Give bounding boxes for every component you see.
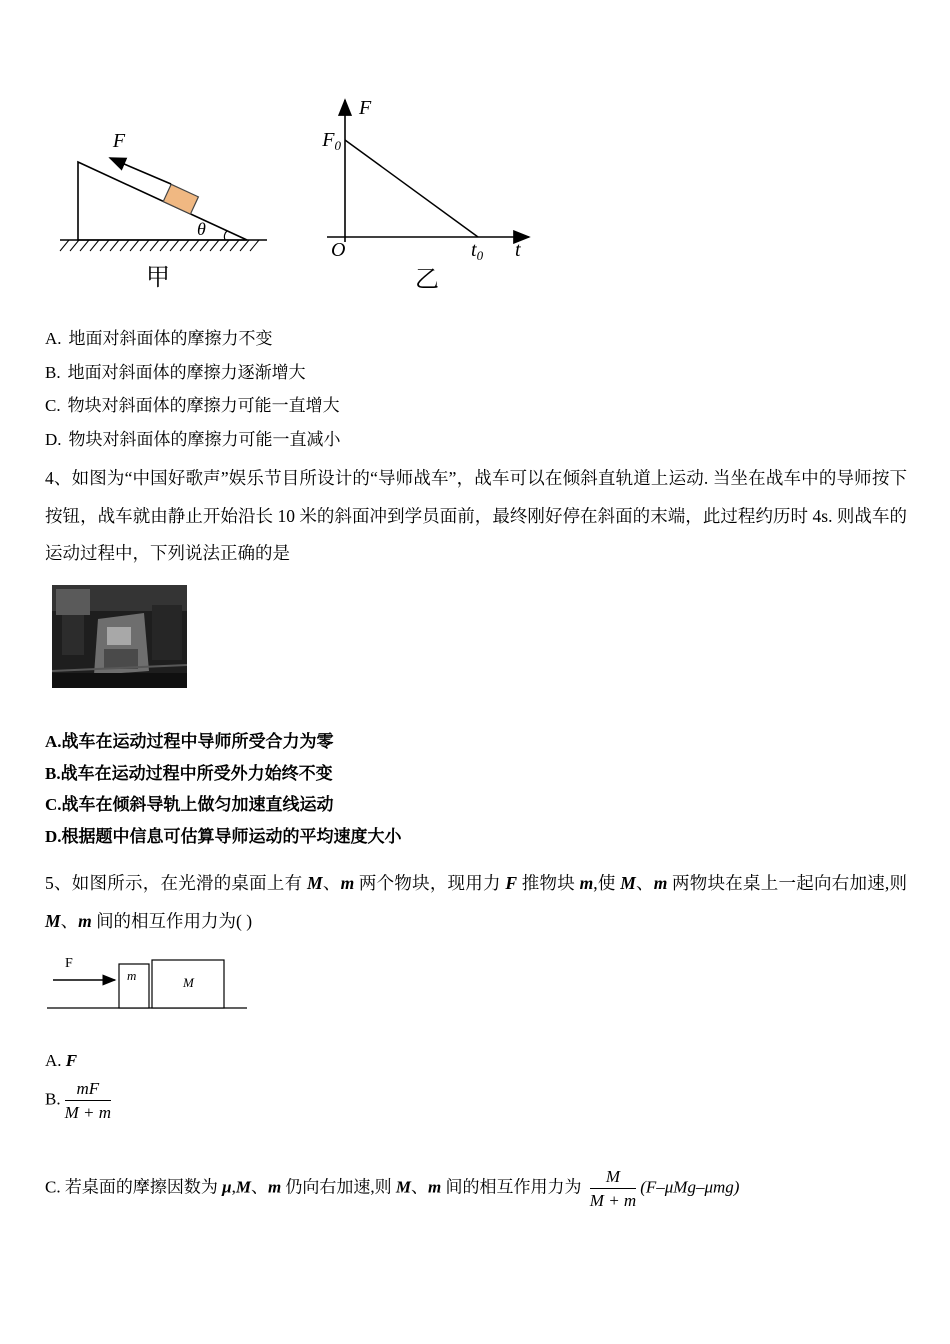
var-M: M bbox=[235, 1177, 251, 1197]
q4-stem: 4、如图为“中国好歌声”娱乐节目所设计的“导师战车”，战车可以在倾斜直轨道上运动. 当坐在战车中的导师按下按钮，战车就由静止开始沿长 10 米的斜面冲到学员面前，最终刚好停在斜面的末端，此过程约历时 4s. 则战车的运动过程中，下列说法正确的是 bbox=[45, 468, 907, 563]
stem-seg: 两个物块，现用力 bbox=[354, 873, 506, 893]
fraction-numerator: M bbox=[590, 1166, 636, 1189]
option-label: D. bbox=[45, 429, 62, 449]
figure-yi-caption: 乙 bbox=[415, 267, 439, 293]
q3-option-b bbox=[45, 356, 341, 390]
push-force-label: F bbox=[65, 956, 73, 971]
option-text: 地面对斜面体的摩擦力逐渐增大 bbox=[67, 362, 306, 382]
var-m: m bbox=[340, 873, 355, 893]
stem-seg: 推物块 bbox=[517, 873, 580, 893]
fraction bbox=[65, 1078, 111, 1124]
option-text: 物块对斜面体的摩擦力可能一直增大 bbox=[67, 396, 340, 415]
figure-jia-caption: 甲 bbox=[146, 265, 170, 291]
seg: 间的相互作用力为 bbox=[441, 1177, 586, 1197]
wedge-triangle bbox=[78, 162, 247, 240]
option-text: 物块对斜面体的摩擦力可能一直减小 bbox=[68, 429, 341, 449]
var-m: m bbox=[653, 873, 668, 893]
block-M-label: M bbox=[183, 975, 194, 990]
figure-ft-graph bbox=[305, 90, 550, 305]
option-c-tail: (F–μMg–μmg) bbox=[640, 1177, 740, 1197]
option-label: B. bbox=[45, 362, 61, 382]
f0-label: $F_0$ bbox=[322, 129, 341, 153]
angle-label: θ bbox=[197, 219, 206, 239]
figure-incline bbox=[55, 95, 275, 295]
stem-seg: 5、如图所示，在光滑的桌面上有 bbox=[45, 873, 308, 893]
option-label: C. bbox=[45, 396, 61, 415]
stem-seg: 、 bbox=[322, 873, 341, 893]
var-m: m bbox=[267, 1177, 282, 1197]
option-label: C. bbox=[45, 795, 62, 814]
seg: 仍向右加速,则 bbox=[281, 1177, 396, 1197]
var-mu: μ bbox=[222, 1177, 232, 1197]
origin-label: O bbox=[331, 239, 346, 261]
q3-options bbox=[45, 322, 341, 456]
var-F: F bbox=[505, 873, 518, 893]
q5-option-a bbox=[45, 1052, 77, 1069]
q3-option-d bbox=[45, 423, 341, 457]
fraction bbox=[590, 1166, 636, 1212]
seg: , bbox=[231, 1177, 236, 1197]
block-on-slope bbox=[163, 184, 198, 214]
fraction-denominator: M + m bbox=[64, 1103, 112, 1123]
q5-option-c bbox=[45, 1166, 739, 1212]
var-M: M bbox=[45, 911, 61, 931]
option-label: A. bbox=[45, 732, 62, 751]
seg: 、 bbox=[411, 1177, 429, 1197]
option-text: 战车在运动过程中导师所受合力为零 bbox=[61, 732, 334, 751]
chariot-photo bbox=[52, 585, 187, 688]
stem-seg: 间的相互作用力为( ) bbox=[91, 911, 253, 931]
option-label: B. bbox=[45, 1089, 61, 1109]
force-label: F bbox=[112, 130, 126, 152]
var-M: M bbox=[395, 1177, 412, 1197]
q4-options bbox=[45, 726, 402, 852]
figure-blocks bbox=[45, 940, 265, 1015]
q3-option-a bbox=[45, 322, 341, 356]
option-label: A. bbox=[45, 329, 62, 348]
option-text: 战车在倾斜导轨上做匀加速直线运动 bbox=[61, 795, 334, 814]
q4-option-c bbox=[45, 789, 402, 821]
q4-option-a bbox=[45, 726, 402, 758]
force-arrow bbox=[110, 158, 171, 184]
t0-label: $t_0$ bbox=[471, 239, 484, 263]
q5-stem bbox=[45, 864, 907, 940]
stem-seg: 两物块在桌上一起向右加速,则 bbox=[667, 873, 908, 893]
option-text: 地面对斜面体的摩擦力不变 bbox=[68, 329, 273, 348]
option-label: A. bbox=[45, 1051, 62, 1070]
var-M: M bbox=[307, 873, 323, 893]
var-m: m bbox=[428, 1177, 442, 1197]
fraction-denominator: M + m bbox=[589, 1191, 637, 1211]
fraction-numerator: mF bbox=[65, 1078, 111, 1101]
ground-hatching bbox=[60, 240, 259, 251]
seg: C. 若桌面的摩擦因数为 bbox=[45, 1177, 223, 1197]
var-M: M bbox=[620, 873, 636, 893]
seg: 、 bbox=[250, 1177, 268, 1197]
option-label: D. bbox=[45, 826, 62, 846]
q3-option-c bbox=[45, 389, 341, 423]
chariot-photo-art bbox=[52, 585, 187, 688]
stem-seg: 、 bbox=[635, 873, 654, 893]
graph-line bbox=[345, 140, 478, 237]
q4-option-b bbox=[45, 758, 402, 790]
var-m: m bbox=[78, 911, 92, 931]
block-m-label: m bbox=[127, 968, 137, 983]
option-value: F bbox=[65, 1051, 78, 1070]
stem-seg: ,使 bbox=[593, 873, 621, 893]
option-label: B. bbox=[45, 763, 61, 783]
x-axis-label: t bbox=[515, 239, 521, 261]
option-text: 战车在运动过程中所受外力始终不变 bbox=[60, 763, 333, 783]
stem-seg: 、 bbox=[60, 911, 79, 931]
q5-option-b bbox=[45, 1078, 115, 1124]
q4-option-d bbox=[45, 821, 402, 853]
var-m: m bbox=[579, 873, 594, 893]
option-text: 根据题中信息可估算导师运动的平均速度大小 bbox=[61, 826, 402, 846]
angle-arc bbox=[224, 231, 227, 240]
y-axis-label: F bbox=[359, 97, 372, 119]
